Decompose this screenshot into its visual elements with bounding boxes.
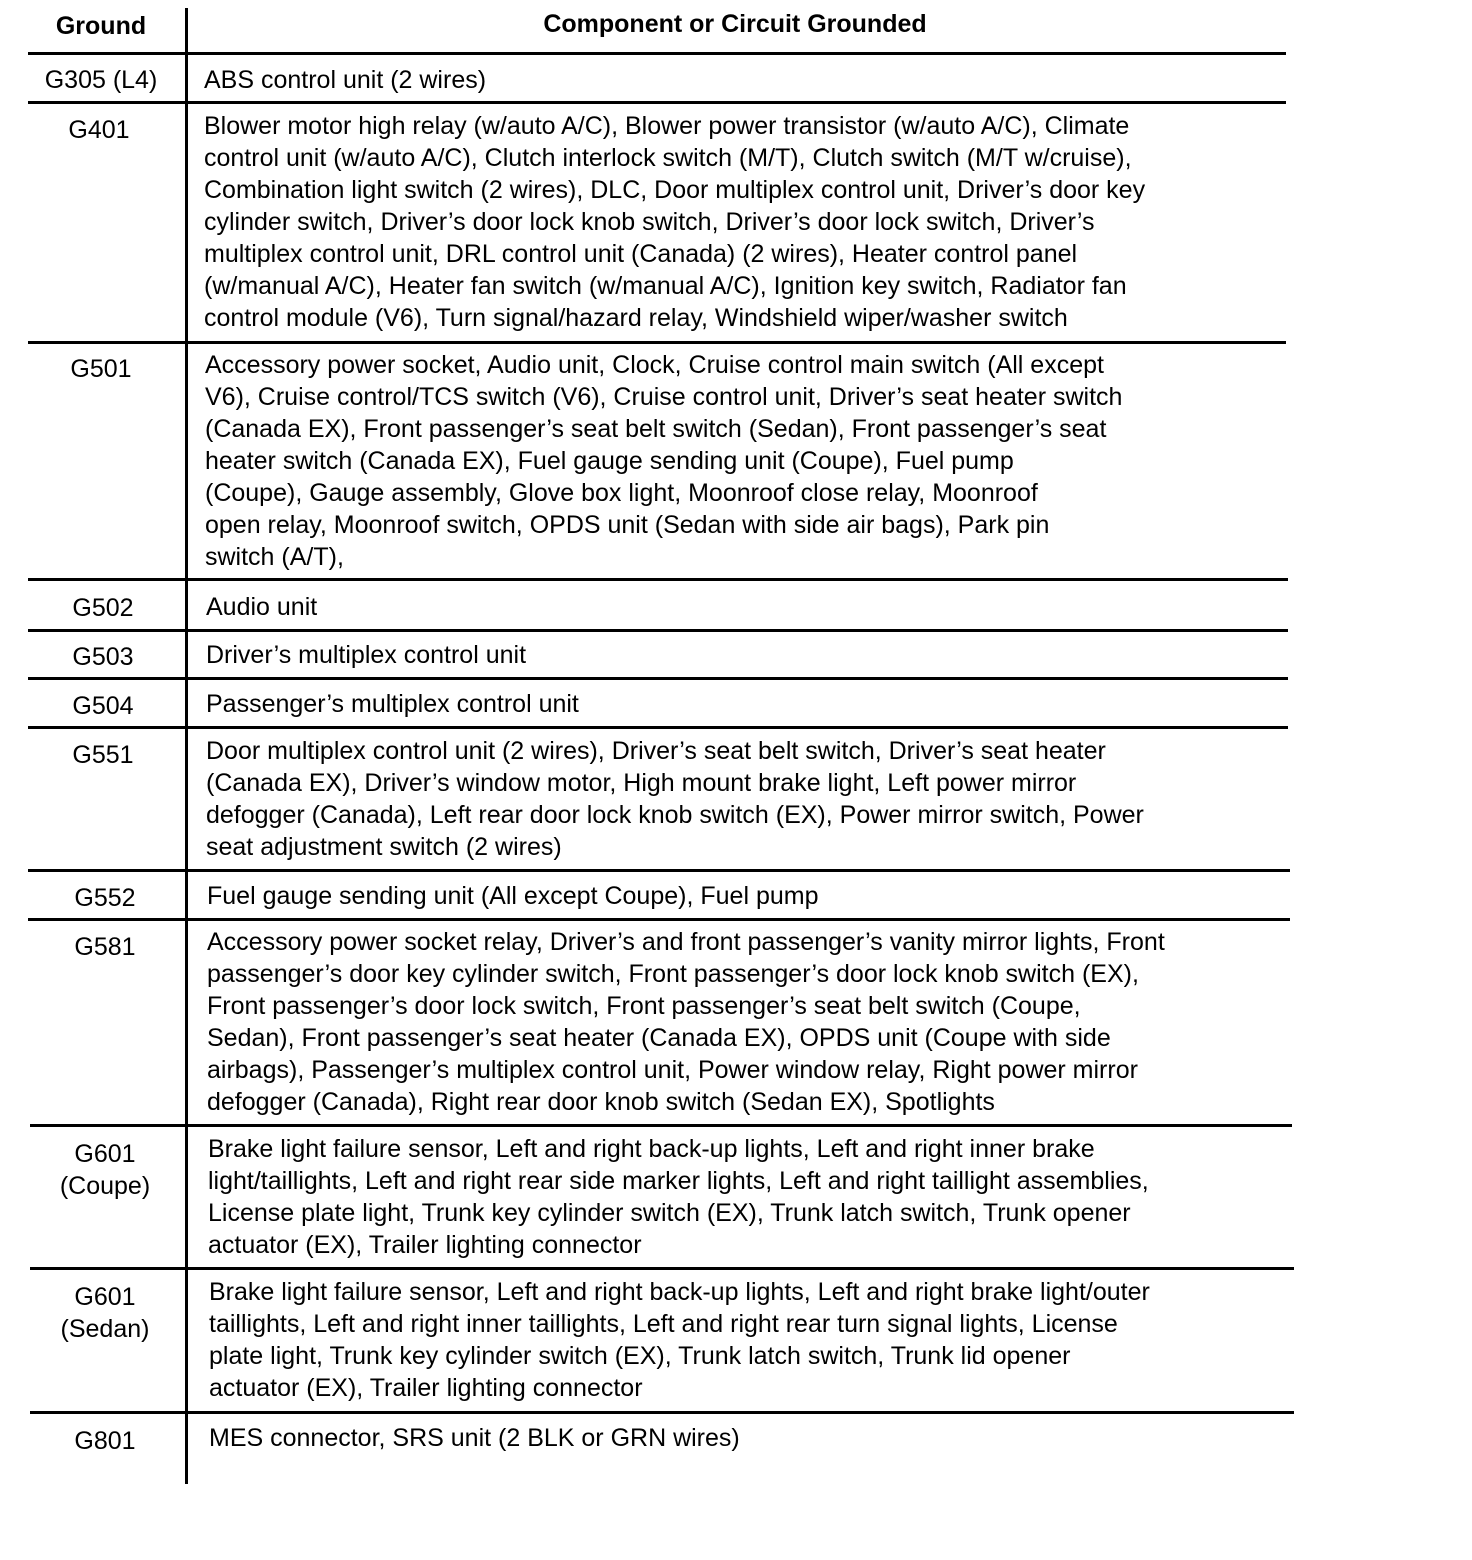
component-cell (206, 639, 526, 671)
component-line: Driver’s multiplex control unit (206, 641, 527, 669)
component-line: defogger (Canada), Right rear door knob switch (Sedan EX), Spotlights (207, 1088, 995, 1116)
component-line: light/taillights, Left and right rear side marker lights, Left and right taillight assemblies, (208, 1167, 1149, 1195)
ground-id: G504 (72, 692, 134, 720)
row-rule (28, 578, 1288, 581)
row-rule (28, 918, 1290, 921)
component-line: Fuel gauge sending unit (All except Coupe), Fuel pump (207, 882, 819, 910)
ground-id: G501 (70, 355, 132, 383)
row-rule (30, 1411, 1294, 1414)
component-line: Combination light switch (2 wires), DLC, Door multiplex control unit, Driver’s door key (204, 176, 1146, 204)
row-rule (30, 1124, 1292, 1127)
component-line: actuator (EX), Trailer lighting connector (208, 1231, 642, 1259)
ground-cell (30, 1281, 180, 1345)
ground-cell (26, 353, 176, 385)
ground-cell (28, 690, 178, 722)
header-ground: Ground (55, 12, 147, 40)
ground-cell (30, 1425, 180, 1457)
component-line: control module (V6), Turn signal/hazard relay, Windshield wiper/washer switch (204, 304, 1068, 332)
ground-id: G601 (74, 1140, 136, 1168)
component-line: seat adjustment switch (2 wires) (206, 833, 562, 861)
ground-id: G502 (72, 594, 134, 622)
component-cell (209, 1422, 740, 1454)
component-line: Passenger’s multiplex control unit (206, 690, 579, 718)
component-line: MES connector, SRS unit (2 BLK or GRN wires) (209, 1424, 740, 1452)
component-line: Accessory power socket, Audio unit, Clock, Cruise control main switch (All except (205, 351, 1104, 379)
component-cell (207, 926, 1165, 1118)
ground-cell (28, 641, 178, 673)
component-line: Audio unit (206, 593, 318, 621)
component-line: switch (A/T), (205, 543, 344, 571)
ground-cell (30, 882, 180, 914)
component-line: taillights, Left and right inner taillights, Left and right rear turn signal lights, License (209, 1310, 1118, 1338)
component-line: plate light, Trunk key cylinder switch (EX), Trunk latch switch, Trunk lid opener (209, 1342, 1071, 1370)
ground-id: G552 (74, 884, 136, 912)
component-line: airbags), Passenger’s multiplex control unit, Power window relay, Right power mirror (207, 1056, 1138, 1084)
ground-cell (28, 592, 178, 624)
component-line: (Coupe), Gauge assembly, Glove box light, Moonroof close relay, Moonroof (205, 479, 1038, 507)
component-cell (209, 1276, 1150, 1404)
component-line: control unit (w/auto A/C), Clutch interlock switch (M/T), Clutch switch (M/T w/cruise), (204, 144, 1132, 172)
component-line: (w/manual A/C), Heater fan switch (w/manual A/C), Ignition key switch, Radiator fan (204, 272, 1127, 300)
ground-id: G581 (74, 933, 136, 961)
component-line: ABS control unit (2 wires) (204, 66, 487, 94)
component-cell (204, 110, 1145, 334)
component-line: defogger (Canada), Left rear door lock knob switch (EX), Power mirror switch, Power (206, 801, 1144, 829)
component-line: Brake light failure sensor, Left and right back-up lights, Left and right inner brake (208, 1135, 1095, 1163)
row-rule (28, 869, 1290, 872)
component-line: heater switch (Canada EX), Fuel gauge sending unit (Coupe), Fuel pump (205, 447, 1014, 475)
ground-id: G551 (72, 741, 134, 769)
column-divider (185, 8, 188, 1484)
component-line: Front passenger’s door lock switch, Front passenger’s seat belt switch (Coupe, (207, 992, 1081, 1020)
component-line: passenger’s door key cylinder switch, Front passenger’s door lock knob switch (EX), (207, 960, 1139, 988)
component-line: multiplex control unit, DRL control unit (Canada) (2 wires), Heater control panel (204, 240, 1078, 268)
component-cell (205, 349, 1122, 573)
component-line: V6), Cruise control/TCS switch (V6), Cruise control unit, Driver’s seat heater switch (205, 383, 1123, 411)
component-cell (206, 688, 579, 720)
component-line: Brake light failure sensor, Left and right back-up lights, Left and right brake light/outer (209, 1278, 1150, 1306)
component-line: Door multiplex control unit (2 wires), Driver’s seat belt switch, Driver’s seat heater (206, 737, 1106, 765)
row-rule (28, 726, 1288, 729)
component-cell (206, 735, 1144, 863)
component-line: Accessory power socket relay, Driver’s and front passenger’s vanity mirror lights, Front (207, 928, 1165, 956)
row-rule (28, 677, 1288, 680)
ground-id: G401 (68, 116, 130, 144)
ground-cell (28, 739, 178, 771)
row-rule (30, 1267, 1294, 1270)
ground-cell (26, 64, 176, 96)
component-line: (Canada EX), Driver’s window motor, High mount brake light, Left power mirror (206, 769, 1077, 797)
ground-id: G305 (L4) (44, 66, 158, 94)
component-line: cylinder switch, Driver’s door lock knob switch, Driver’s door lock switch, Driver’s (204, 208, 1095, 236)
component-line: Sedan), Front passenger’s seat heater (Canada EX), OPDS unit (Coupe with side (207, 1024, 1111, 1052)
ground-cell (30, 1138, 180, 1202)
component-cell (207, 880, 818, 912)
ground-variant: (Sedan) (60, 1315, 150, 1343)
component-cell (208, 1133, 1149, 1261)
ground-id: G801 (74, 1427, 136, 1455)
ground-id: G503 (72, 643, 134, 671)
component-cell (206, 591, 317, 623)
header-component: Component or Circuit Grounded (543, 10, 927, 38)
ground-cell (30, 931, 180, 963)
component-cell (204, 64, 486, 96)
component-line: Blower motor high relay (w/auto A/C), Blower power transistor (w/auto A/C), Climate (204, 112, 1130, 140)
component-line: actuator (EX), Trailer lighting connector (209, 1374, 643, 1402)
row-rule (28, 341, 1286, 344)
row-rule (28, 101, 1286, 104)
row-rule (28, 629, 1288, 632)
component-line: (Canada EX), Front passenger’s seat belt switch (Sedan), Front passenger’s seat (205, 415, 1107, 443)
component-line: License plate light, Trunk key cylinder switch (EX), Trunk latch switch, Trunk opener (208, 1199, 1131, 1227)
header-rule (28, 52, 1286, 55)
component-line: open relay, Moonroof switch, OPDS unit (Sedan with side air bags), Park pin (205, 511, 1050, 539)
ground-cell (24, 114, 174, 146)
ground-variant: (Coupe) (59, 1172, 151, 1200)
ground-id: G601 (74, 1283, 136, 1311)
